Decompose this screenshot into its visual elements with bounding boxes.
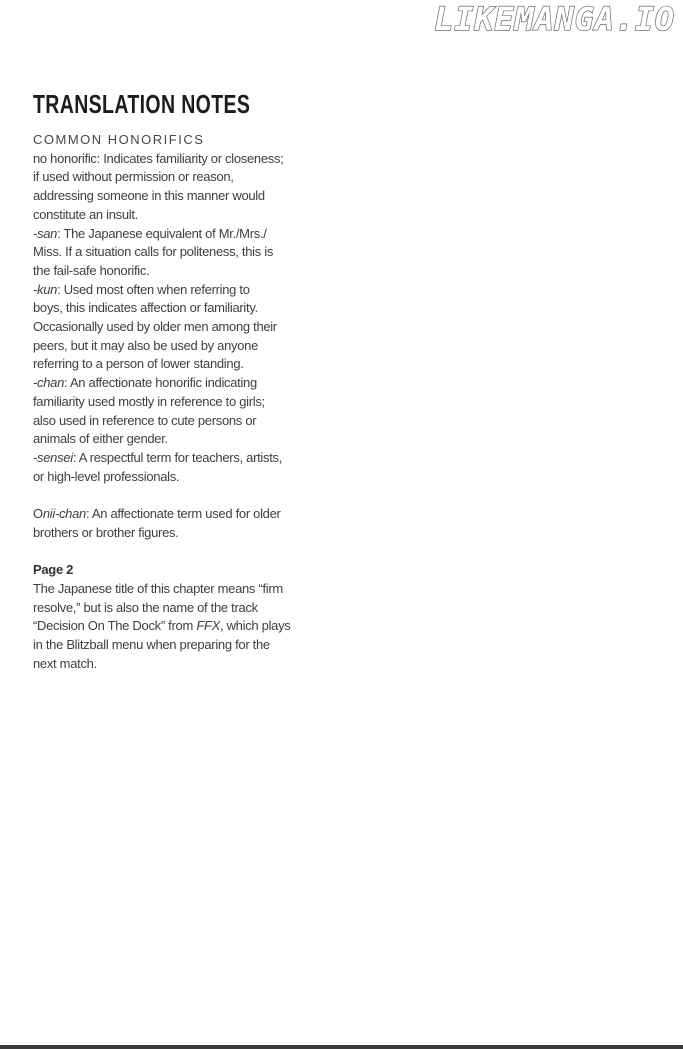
paragraph-spacer [33, 542, 343, 561]
note-line: -sensei: A respectful term for teachers, artists, [33, 449, 283, 465]
note-line: brothers or brother figures. [33, 524, 179, 540]
note-line: in the Blitzball menu when preparing for the [33, 636, 270, 652]
note-line: Occasionally used by older men among their [33, 319, 277, 335]
note-line: addressing someone in this manner would [33, 188, 265, 204]
note-line: also used in reference to cute persons or [33, 412, 257, 428]
note-line: or high-level professionals. [33, 468, 180, 484]
note-line: -kun: Used most often when referring to [33, 281, 250, 297]
note-line: Miss. If a situation calls for politeness, this is [33, 244, 274, 260]
note-line: resolve,” but is also the name of the track [33, 599, 258, 615]
note-line: familiarity used mostly in reference to girls; [33, 393, 265, 409]
note-line: Page 2 [33, 562, 74, 578]
translation-notes-body [33, 131, 343, 673]
site-watermark: LIKEMANGA.IO [434, 0, 675, 38]
note-line: constitute an insult. [33, 206, 138, 222]
notes-lines [33, 150, 343, 674]
note-line: peers, but it may also be used by anyone [33, 337, 259, 353]
note-line: Onii-chan: An affectionate term used for older [33, 506, 281, 522]
note-line: animals of either gender. [33, 431, 168, 447]
note-line: if used without permission or reason, [33, 169, 234, 185]
note-line: The Japanese title of this chapter means “firm [33, 580, 283, 596]
note-line: referring to a person of lower standing. [33, 356, 244, 372]
note-line: “Decision On The Dock” from FFX, which plays [33, 618, 291, 634]
section-heading: COMMON HONORIFICS [33, 132, 205, 147]
note-line: boys, this indicates affection or familiarity. [33, 300, 258, 316]
note-line: the fail-safe honorific. [33, 262, 150, 278]
page-title: TRANSLATION NOTES [33, 89, 251, 119]
note-line: -san: The Japanese equivalent of Mr./Mrs./ [33, 225, 267, 241]
note-line: no honorific: Indicates familiarity or closeness; [33, 150, 284, 166]
note-line: -chan: An affectionate honorific indicating [33, 375, 257, 391]
paragraph-spacer [33, 486, 343, 505]
bottom-border-bar [0, 1045, 683, 1049]
note-line: next match. [33, 655, 97, 671]
